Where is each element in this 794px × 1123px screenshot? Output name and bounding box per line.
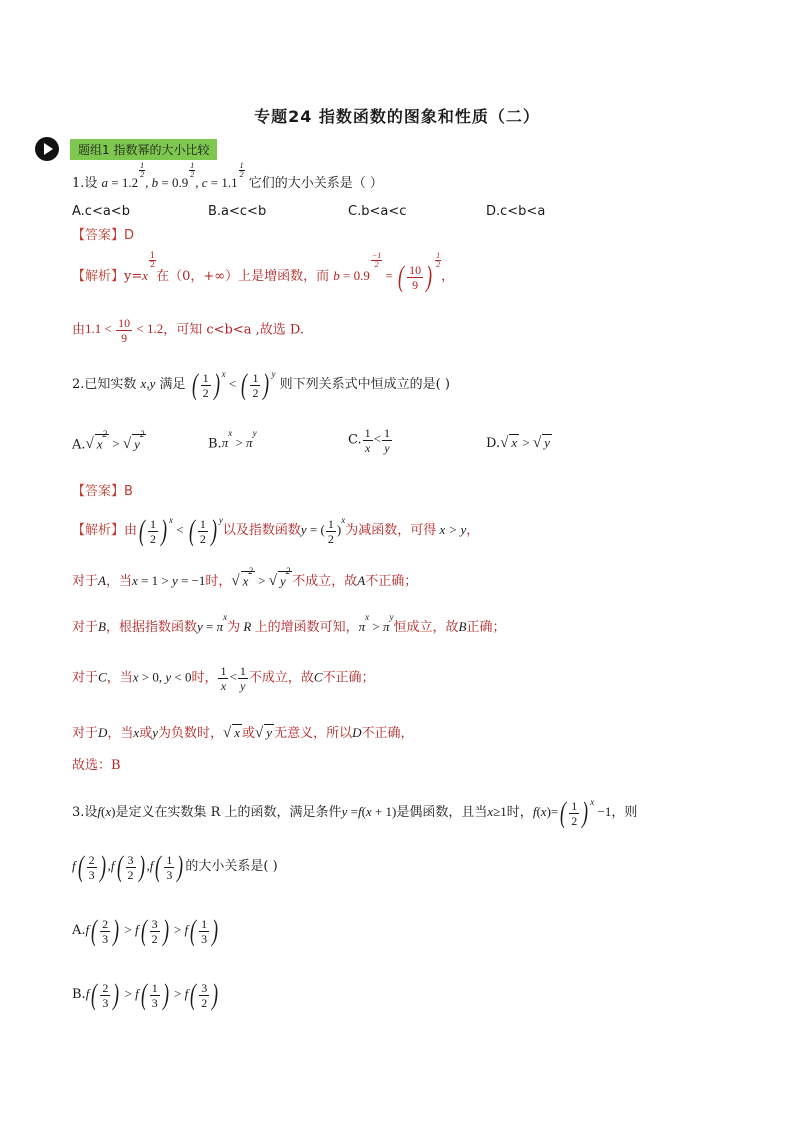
q2-l5a: 对于 [72,726,99,741]
q3-l2: 的大小关系是( ) [185,858,278,874]
q3-stem-line2: f ( $\frac{2}{3}$ ) ,f ( $\frac{3}{2}$ ) ,f ( $\frac{1}{3}$ ) 的大小关系是( ) [72,850,278,883]
q1-b-expr: b = 0.9 $\frac{-1}{2}$ = ( $\frac{10}{9}$ ) $\frac{1}{2}$ [333,251,441,293]
q2-l4d: 不成立，故 [248,670,314,686]
q1-stem [72,161,383,191]
q3-opt-b-label: B. [72,986,86,1002]
q1-option-d: D.c<b<a [486,204,546,219]
q1-answer: 【答案】D [72,228,135,243]
q1-option-c: C.b<a<c [348,204,407,219]
q2-l2d: 不成立，故 [292,574,358,589]
q1-prefix: 1.设 [72,176,98,191]
q2-opt-b-label: B. [208,436,222,452]
q2-l1d: ， [466,522,480,538]
q2-l4e: 不正确； [322,670,375,686]
q3-l1b: 是定义在实数集 R 上的函数，满足条件 [115,804,342,820]
q2-l3c: 为 [227,620,241,635]
q2-l3f: 正确； [466,620,506,635]
q2-opt-a-label: A. [72,437,86,453]
q3-stem-line1: 3.设f(x)是定义在实数集 R 上的函数，满足条件y =f(x + 1)是偶函数，且当x≥1时，f(x)= ( $\frac{1}{2}$ ) $^x$ −1，则 [72,796,638,829]
section-tag: 题组1 指数幂的大小比较 [70,139,217,160]
q2-analysis-label: 【解析】 [72,522,125,538]
q2-l2a: 对于 [72,574,99,589]
q2-l3a: 对于 [72,620,99,635]
q2-l1b: 以及指数函数 [222,522,301,538]
q1-ineq: 1.1 < $\frac{10}{9}$ < 1.2 [85,316,164,345]
q2-answer: 【答案】B [72,484,133,499]
q2-l2b: ，当 [105,574,132,589]
q2-final: 故选：B [72,758,121,773]
q2-mid: 满足 [159,376,186,392]
q3-l1c: 是偶函数，且当 [396,804,488,820]
q2-analysis-line4: 对于C，当x > 0, y < 0时， $\frac{1}{x}$ < $\frac{1}{y}$ 不成立，故C不正确； [72,664,375,693]
q2-option-b: $B.\pi^x > \pi^y$ [208,428,257,452]
q2-option-d: D.√ x > √ y [486,435,550,451]
q2-option-c: C. $\frac{1}{x}$ < $\frac{1}{y}$ [348,426,390,455]
q2-opt-c-label: C. [348,432,362,448]
q2-suffix: 则下列关系式中恒成立的是( ) [279,376,450,392]
q2-l5e: 或 [242,726,256,741]
q2-l3d: 上的增函数可知， [254,620,359,635]
q2-l2c: 时， [205,574,232,589]
q3-l1a: 3.设 [72,804,98,820]
q3-opt-a-label: A. [72,922,86,938]
q2-l1c: 为减函数，可得 [345,522,437,538]
q2-l5b: ，当 [107,726,134,741]
q2-prefix: 2.已知实数 [72,376,137,392]
page-title: 专题24 指数函数的图象和性质（二） [254,107,540,126]
q1-a2b: ，可知 c<b<a ,故选 D. [163,322,304,338]
q2-l4a: 对于 [72,670,99,686]
q1-a1b: 在（0，+∞）上是增函数，而 [156,268,330,284]
q3-option-b: B.f ( $\frac{2}{3}$ ) > f ( $\frac{1}{3}$ ) > f ( $\frac{3}{2}$ ) [72,978,219,1011]
q2-l5c: 或 [139,726,153,741]
q2-analysis-line1: 【解析】由 ( $\frac{1}{2}$ ) $^x$ < ( $\frac{1}{2}$ ) $^y$以及指数函数y = ( $\frac{1}{2}$ )$^x$为减函数，可得 x > y， [72,514,480,547]
q3-l1e: ，则 [611,804,638,820]
q2-option-a: A.√ $x^2$ > √ $y^2$ [72,429,145,453]
q2-analysis-line5: 对于D，当x或y为负数时，√ x 或√ y 无意义，所以D不正确， [72,725,414,741]
q2-l5g: 不正确， [361,726,414,741]
q2-l3e: 恒成立，故 [393,620,459,635]
q2-vars: x,y [140,375,156,391]
q1-a1c: ， [441,268,455,284]
q2-analysis-line2: 对于A，当x = 1 > y = −1时，√ $x^2$ > √ $y^2$不成立，故A不正确； [72,565,418,589]
q1-a2a: 由 [72,322,86,338]
play-circle-icon [34,136,60,162]
q2-stem [72,370,450,400]
q1-analysis-line1: 【解析】y=x $\frac{1}{2}$ 在（0，+∞）上是增函数，而 b = 0.9 $\frac{-1}{2}$ = ( $\frac{10}{9}$ ) $\frac{1}{2}$ ， [72,251,455,293]
q2-analysis-line3: 对于B，根据指数函数$y = \pi^x$为 R 上的增函数可知，$\pi^x > \pi^y$恒成立，故B正确； [72,611,506,635]
q1-option-a: A.c<a<b [72,204,130,219]
q2-l4c: 时， [191,670,218,686]
q1-expr: a = 1.2 $\frac{1}{2}$ , b = 0.9 $\frac{1}{2}$ , c = 1.1 $\frac{1}{2}$ [101,161,244,190]
q2-l1a: 由 [124,522,138,538]
q2-condition: ( $\frac{1}{2}$ ) $^x$ < ( $\frac{1}{2}$ ) $^y$ [191,368,276,401]
q3-option-a: A.f ( $\frac{2}{3}$ ) > f ( $\frac{3}{2}$ ) > f ( $\frac{1}{3}$ ) [72,914,219,947]
q2-l5d: 为负数时， [158,726,224,741]
q1-power-func: x [142,267,149,283]
q1-option-b: B.a<c<b [208,204,267,219]
q2-opt-d-label: D. [486,436,501,451]
q1-analysis-label: 【解析】 [72,268,125,284]
q1-a1a: y= [124,268,143,284]
q2-l4b: ，当 [106,670,133,686]
q1-suffix: 它们的大小关系是（ ） [248,176,383,191]
q2-l2e: 不正确； [365,574,418,589]
q3-l1d: 时， [506,804,533,820]
q2-l5f: 无意义，所以 [274,726,353,741]
q2-l3b: ，根据指数函数 [105,620,197,635]
q1-analysis-line2 [72,316,304,345]
